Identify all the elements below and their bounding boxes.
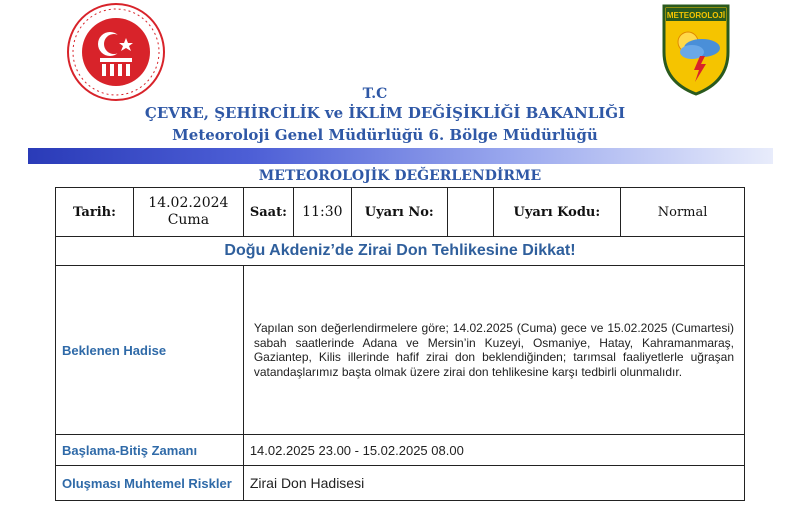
risks-label: Oluşması Muhtemel Riskler — [56, 466, 244, 501]
date-cell — [133, 188, 243, 237]
warning-code-value: Normal — [621, 188, 745, 237]
evaluation-table — [55, 187, 745, 501]
meteoroloji-logo-text: METEOROLOJİ — [666, 11, 726, 20]
warning-no-label: Uyarı No: — [351, 188, 447, 237]
risks-row — [56, 466, 745, 501]
time-range-label: Başlama-Bitiş Zamanı — [56, 435, 244, 466]
day-value: Cuma — [167, 212, 210, 228]
document-title: METEOROLOJİK DEĞERLENDİRME — [258, 168, 542, 184]
header-directorate: Meteoroloji Genel Müdürlüğü 6. Bölge Müdürlüğü — [172, 126, 598, 144]
meteoroloji-emblem-icon — [660, 2, 732, 96]
header-ministry: ÇEVRE, ŞEHİRCİLİK ve İKLİM DEĞİŞİKLİĞİ BAKANLIĞI — [144, 104, 626, 122]
expected-event-row — [56, 266, 745, 435]
warning-title-row — [56, 237, 745, 266]
warning-title: Doğu Akdeniz’de Zirai Don Tehlikesine Dikkat! — [56, 237, 745, 266]
risks-value: Zirai Don Hadisesi — [243, 466, 744, 501]
time-value: 11:30 — [293, 188, 351, 237]
date-value: 14.02.2024 — [148, 195, 229, 211]
warning-code-label: Uyarı Kodu: — [493, 188, 621, 237]
expected-event-text: Yapılan son değerlendirmelere göre; 14.02.2025 (Cuma) gece ve 15.02.2025 (Cumartesi) sabah saatlerinde Adana ve Mersin’in Kuzeyi, Osmaniye, Hatay, Kahramanmaraş, Gaziantep, Kilis illerinde hafif zirai don beklendiğinden; tarımsal faaliyetlerle uğraşan vatandaşlarımız başta olmak üzere zirai don tehlikesine karşı tedbirli olunmalıdır. — [243, 266, 744, 435]
warning-no-value — [447, 188, 493, 237]
time-range-value: 14.02.2025 23.00 - 15.02.2025 08.00 — [243, 435, 744, 466]
header-band — [28, 148, 773, 164]
header-line-tc: T.C — [362, 86, 388, 102]
time-range-row — [56, 435, 745, 466]
expected-event-label: Beklenen Hadise — [56, 266, 244, 435]
date-label: Tarih: — [56, 188, 134, 237]
info-row — [56, 188, 745, 237]
time-label: Saat: — [243, 188, 293, 237]
